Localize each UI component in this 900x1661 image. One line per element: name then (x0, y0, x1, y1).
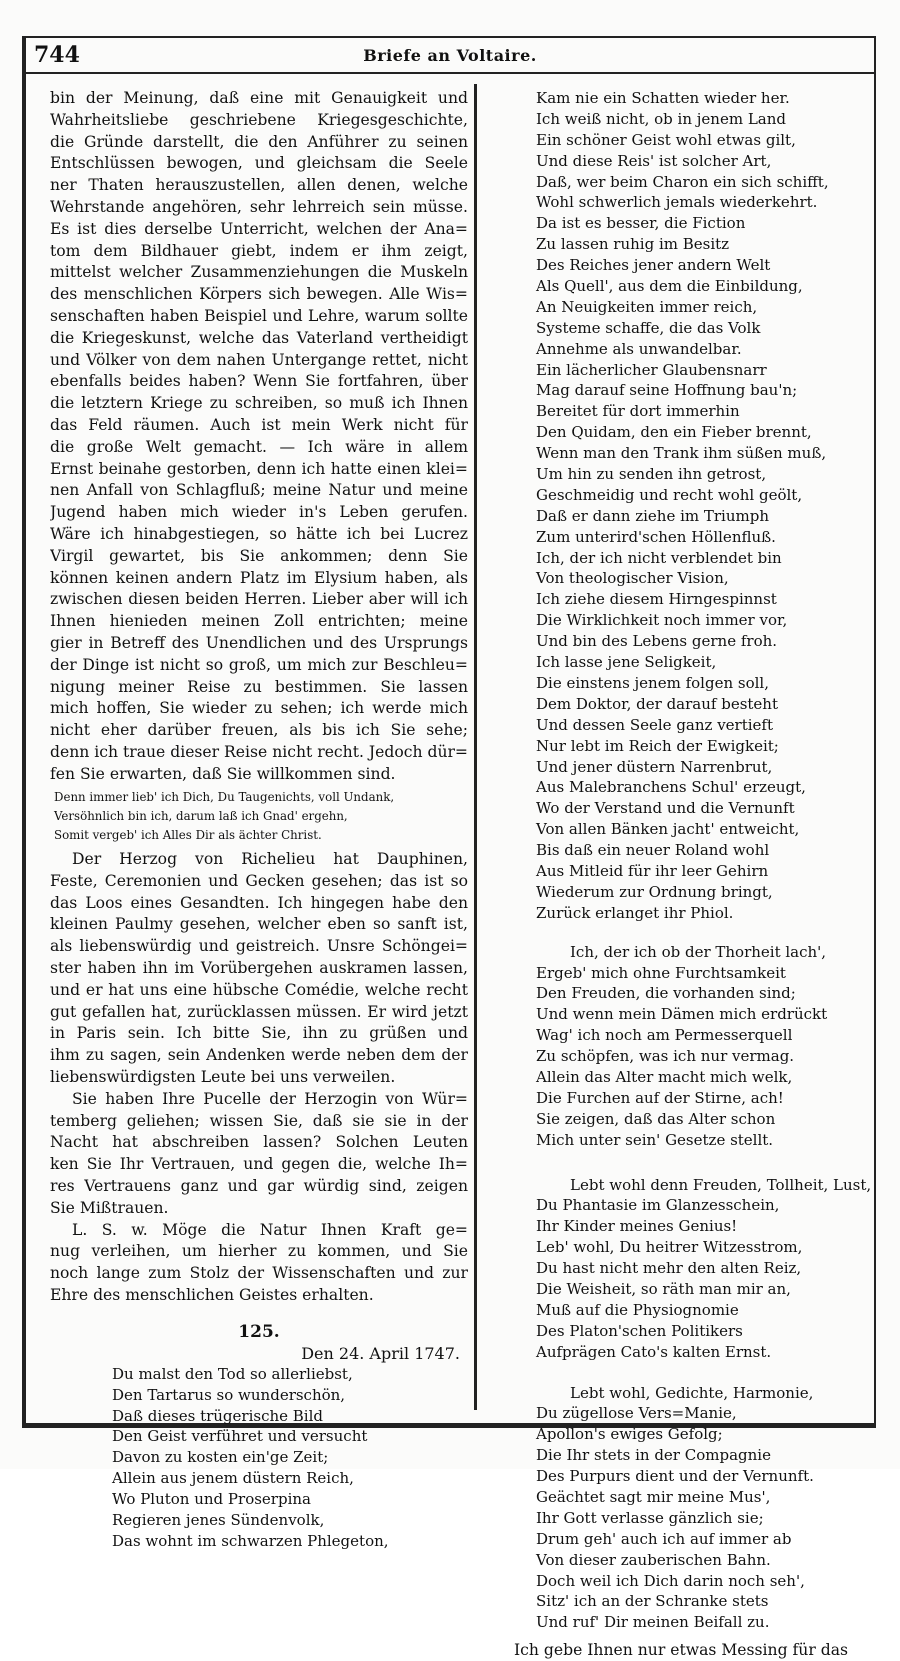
verse-line: An Neuigkeiten immer reich, (536, 297, 758, 316)
verse-line: Und wenn mein Dämen mich erdrückt (536, 1005, 828, 1024)
text-line: Nacht hat abschreiben lassen? Solchen Leuten (50, 1133, 468, 1152)
verse-line: Muß auf die Physiognomie (536, 1300, 739, 1319)
verse-line: Versöhnlich bin ich, darum laß ich Gnad' ergehn, (54, 808, 348, 823)
text-line: fen Sie erwarten, daß Sie willkommen sind. (50, 764, 396, 783)
letter-date: Den 24. April 1747. (301, 1343, 460, 1363)
verse-line: Aufprägen Cato's kalten Ernst. (536, 1342, 772, 1361)
column-divider (474, 84, 477, 1410)
poem-stanza-4 (514, 1383, 870, 1634)
text-line: ihm zu sagen, sein Andenken werde neben dem der (50, 1046, 468, 1065)
text-line: das Feld räumen. Auch ist mein Werk nicht für (50, 415, 468, 434)
verse-line: Doch weil ich Dich darin noch seh', (536, 1571, 805, 1590)
verse-line: Allein aus jenem düstern Reich, (112, 1469, 354, 1488)
running-title: Briefe an Voltaire. (363, 46, 537, 65)
text-line: nicht eher darüber freuen, als bis ich Sie sehe; (50, 721, 468, 740)
left-column (50, 88, 468, 1552)
verse-line: Drum geh' auch ich auf immer ab (536, 1529, 792, 1548)
verse-line: Zu schöpfen, was ich nur vermag. (536, 1047, 795, 1066)
prose-block-1 (50, 88, 468, 786)
text-line: Sie Mißtrauen. (50, 1198, 169, 1217)
text-line: nigung meiner Reise zu bestimmen. Sie lassen (50, 677, 468, 696)
verse-line: Wenn man den Trank ihm süßen muß, (536, 444, 827, 463)
text-line: Entschlüssen bewogen, und gleichsam die Seele (50, 154, 468, 173)
verse-line: Die einstens jenem folgen soll, (536, 673, 769, 692)
text-line: ster haben ihn im Vorübergehen auskramen lassen, (50, 959, 468, 978)
verse-line: Du zügellose Vers=Manie, (536, 1404, 737, 1423)
text-line: nug verleihen, um hierher zu kommen, und Sie (50, 1242, 468, 1261)
page-header (30, 40, 870, 70)
verse-line: Aus Mitleid für ihr leer Gehirn (536, 861, 769, 880)
verse-line: Die Furchen auf der Stirne, ach! (536, 1088, 784, 1107)
prose-block-3 (50, 1089, 468, 1220)
text-line: Der Herzog von Richelieu hat Dauphinen, (72, 850, 468, 869)
verse-line: Ich, der ich ob der Thorheit lach', (570, 942, 827, 961)
verse-line: Ich ziehe diesem Hirngespinnst (536, 590, 777, 609)
verse-line: Da ist es besser, die Fiction (536, 214, 746, 233)
text-line: tom dem Bildhauer giebt, indem er ihm zeigt, (50, 241, 468, 260)
poem-start (50, 1364, 468, 1552)
verse-line: Nur lebt im Reich der Ewigkeit; (536, 736, 779, 755)
verse-line: Regieren jenes Sündenvolk, (112, 1511, 325, 1530)
verse-line: Die Wirklichkeit noch immer vor, (536, 611, 788, 630)
verse-line: Als Quell', aus dem die Einbildung, (536, 277, 803, 296)
text-line: Wehrstande angehören, sehr lehrreich sein müsse. (50, 197, 468, 216)
text-line: des menschlichen Körpers sich bewegen. Alle Wis= (50, 285, 468, 304)
verse-line: Daß, wer beim Charon ein sich schifft, (536, 172, 829, 191)
text-line: und Völker von dem nahen Untergange rettet, nicht (50, 350, 468, 369)
verse-line: Und bin des Lebens gerne froh. (536, 632, 778, 651)
verse-line: Und diese Reis' ist solcher Art, (536, 151, 772, 170)
verse-line: Lebt wohl, Gedichte, Harmonie, (570, 1383, 814, 1402)
verse-line: Des Platon'schen Politikers (536, 1321, 743, 1340)
verse-line: Wo der Verstand und die Vernunft (536, 799, 795, 818)
verse-line: Du hast nicht mehr den alten Reiz, (536, 1259, 802, 1278)
verse-line: Des Purpurs dient und der Vernunft. (536, 1467, 814, 1486)
text-line: mich hoffen, Sie wieder zu sehen; ich werde mich (50, 699, 468, 718)
verse-line: Die Weisheit, so räth man mir an, (536, 1279, 791, 1298)
verse-line: Lebt wohl denn Freuden, Tollheit, Lust, (570, 1175, 872, 1194)
text-line: kleinen Paulmy gesehen, welcher eben so sanft ist, (50, 915, 468, 934)
text-line: Ehre des menschlichen Geistes erhalten. (50, 1286, 374, 1304)
prose-block-4 (50, 1220, 468, 1307)
verse-line: Wohl schwerlich jemals wiederkehrt. (536, 193, 818, 212)
verse-line: Bereitet für dort immerhin (536, 402, 740, 421)
verse-line: Du Phantasie im Glanzesschein, (536, 1196, 780, 1215)
verse-line: Und dessen Seele ganz vertieft (536, 715, 774, 734)
closing-line: Ich gebe Ihnen nur etwas Messing für das (514, 1641, 849, 1660)
verse-line: Allein das Alter macht mich welk, (536, 1067, 793, 1086)
verse-line: Systeme schaffe, die das Volk (536, 318, 761, 337)
verse-line: Davon zu kosten ein'ge Zeit; (112, 1448, 329, 1467)
text-line: ebenfalls beides haben? Wenn Sie fortfahren, über (50, 372, 468, 391)
verse-line: Ihr Kinder meines Genius! (536, 1217, 738, 1236)
text-line: Wäre ich hinabgestiegen, so hätte ich bei Lucrez (50, 524, 468, 543)
text-line: Jugend haben mich wieder in's Leben gerufen. (50, 503, 468, 522)
text-line: gier in Betreff des Unendlichen und des Ursprungs (50, 633, 468, 652)
verse-line: Mag darauf seine Hoffnung bau'n; (536, 381, 798, 400)
verse-line: Leb' wohl, Du heitrer Witzesstrom, (536, 1238, 803, 1257)
verse-line: Den Quidam, den ein Fieber brennt, (536, 423, 812, 442)
verse-line: Mich unter sein' Gesetze stellt. (536, 1130, 774, 1149)
text-line: Es ist dies derselbe Unterricht, welchen der Ana= (50, 219, 468, 238)
text-line: zwischen diesen beiden Herren. Lieber aber will ich (50, 590, 468, 609)
text-line: gut gefallen hat, zurücklassen müssen. Er wird jetzt (50, 1002, 468, 1021)
verse-line: Wag' ich noch am Permesserquell (536, 1026, 793, 1045)
verse-line: Und ruf' Dir meinen Beifall zu. (536, 1613, 770, 1632)
right-column (514, 88, 870, 1661)
verse-line: Wiederum zur Ordnung bringt, (536, 882, 773, 901)
text-line: als liebenswürdig und geistreich. Unsre Schöngei= (50, 937, 468, 956)
text-line: Wahrheitsliebe geschriebene Kriegesgeschichte, (50, 110, 468, 129)
poem-stanza-1 (514, 88, 870, 924)
verse-line: Das wohnt im schwarzen Phlegeton, (112, 1531, 389, 1550)
verse-line: Dem Doktor, der darauf besteht (536, 694, 778, 713)
text-line: der Dinge ist nicht so groß, um mich zur Beschleu= (50, 655, 468, 674)
text-line: die Kriegeskunst, welche das Vaterland vertheidigt (50, 328, 468, 347)
frame-left-edge (22, 36, 25, 1428)
text-line: Sie haben Ihre Pucelle der Herzogin von Wür= (72, 1089, 468, 1108)
verse-line: Sie zeigen, daß das Alter schon (536, 1109, 776, 1128)
prose-block-2 (50, 849, 468, 1089)
verse-line: Du malst den Tod so allerliebst, (112, 1364, 353, 1383)
letter-number: 125. (238, 1321, 280, 1342)
verse-line: Ich lasse jene Seligkeit, (536, 653, 717, 672)
verse-line: Die Ihr stets in der Compagnie (536, 1446, 771, 1465)
verse-line: Zurück erlanget ihr Phiol. (536, 903, 734, 922)
verse-line: Um hin zu senden ihn getrost, (536, 465, 767, 484)
verse-line: Bis daß ein neuer Roland wohl (536, 841, 770, 860)
verse-line: Zu lassen ruhig im Besitz (536, 235, 730, 254)
text-line: und er hat uns eine hübsche Comédie, welche recht (50, 980, 468, 999)
text-line: das Loos eines Gesandten. Ich hingegen habe den (50, 893, 468, 912)
verse-line: Zum unterird'schen Höllenfluß. (536, 527, 776, 546)
text-line: senschaften haben Beispiel und Lehre, warum sollte (50, 306, 468, 325)
verse-line: Ihr Gott verlasse gänzlich sie; (536, 1508, 764, 1527)
verse-line: Kam nie ein Schatten wieder her. (536, 89, 790, 107)
text-line: ken Sie Ihr Vertrauen, und gegen die, welche Ih= (50, 1155, 468, 1174)
text-line: denn ich traue dieser Reise nicht recht. Jedoch dür= (50, 742, 468, 761)
verse-line: Von theologischer Vision, (536, 569, 729, 588)
page-number: 744 (34, 42, 80, 68)
verse-line: Von dieser zauberischen Bahn. (536, 1550, 771, 1569)
text-line: Virgil gewartet, bis Sie ankommen; denn Sie (50, 546, 468, 565)
quoted-verse (50, 788, 468, 846)
text-line: L. S. w. Möge die Natur Ihnen Kraft ge= (72, 1220, 468, 1239)
text-line: die letztern Kriege zu schreiben, so muß ich Ihnen (50, 394, 468, 413)
text-line: bin der Meinung, daß eine mit Genauigkeit und (50, 89, 468, 107)
text-line: Feste, Ceremonien und Gecken gesehen; das ist so (50, 871, 468, 890)
text-line: res Vertrauens ganz und gar würdig sind, zeigen (50, 1177, 468, 1196)
poem-stanza-2 (514, 942, 870, 1151)
text-line: ner Thaten herauszustellen, allen denen, welche (50, 176, 468, 195)
verse-line: Und jener düstern Narrenbrut, (536, 757, 773, 776)
verse-line: Von allen Bänken jacht' entweicht, (536, 820, 800, 839)
verse-line: Daß dieses trügerische Bild (112, 1406, 324, 1425)
verse-line: Ein schöner Geist wohl etwas gilt, (536, 130, 796, 149)
text-line: nen Anfall von Schlagfluß; meine Natur und meine (50, 481, 468, 500)
text-line: noch lange zum Stolz der Wissenschaften und zur (50, 1264, 468, 1283)
text-line: die Gründe darstellt, die den Anführer zu seinen (50, 132, 468, 151)
text-line: können keinen andern Platz im Elysium haben, als (50, 568, 468, 587)
text-line: Ihnen hienieden meinen Zoll entrichten; meine (50, 612, 468, 631)
verse-line: Wo Pluton und Proserpina (112, 1490, 311, 1509)
text-line: Ernst beinahe gestorben, denn ich hatte einen klei= (50, 459, 468, 478)
verse-line: Ein lächerlicher Glaubensnarr (536, 360, 767, 379)
verse-line: Sitz' ich an der Schranke stets (536, 1592, 769, 1611)
text-line: die große Welt gemacht. — Ich wäre in allem (50, 437, 468, 456)
text-line: liebenswürdigsten Leute bei uns verweilen. (50, 1068, 396, 1087)
header-rule (24, 72, 876, 74)
verse-line: Daß er dann ziehe im Triumph (536, 506, 769, 525)
text-line: mittelst welcher Zusammenziehungen die Muskeln (50, 263, 468, 282)
poem-stanza-3 (514, 1175, 870, 1363)
verse-line: Ergeb' mich ohne Furchtsamkeit (536, 963, 786, 982)
verse-line: Apollon's ewiges Gefolg; (536, 1425, 723, 1444)
verse-line: Den Tartarus so wunderschön, (112, 1385, 346, 1404)
verse-line: Geschmeidig und recht wohl geölt, (536, 485, 803, 504)
verse-line: Aus Malebranchens Schul' erzeugt, (536, 778, 806, 797)
text-line: temberg geliehen; wissen Sie, daß sie sie in der (50, 1111, 468, 1130)
verse-line: Ich, der ich nicht verblendet bin (536, 548, 782, 567)
verse-line: Den Freuden, die vorhanden sind; (536, 984, 796, 1003)
verse-line: Den Geist verführet und versucht (112, 1427, 368, 1446)
verse-line: Geächtet sagt mir meine Mus', (536, 1488, 771, 1506)
verse-line: Denn immer lieb' ich Dich, Du Taugenichts, voll Undank, (54, 789, 395, 804)
verse-line: Des Reiches jener andern Welt (536, 256, 771, 275)
verse-line: Ich weiß nicht, ob in jenem Land (536, 109, 786, 128)
text-line: in Paris sein. Ich bitte Sie, ihn zu grüßen und (50, 1024, 468, 1043)
verse-line: Annehme als unwandelbar. (536, 339, 742, 358)
verse-line: Somit vergeb' ich Alles Dir als ächter Christ. (54, 827, 322, 842)
